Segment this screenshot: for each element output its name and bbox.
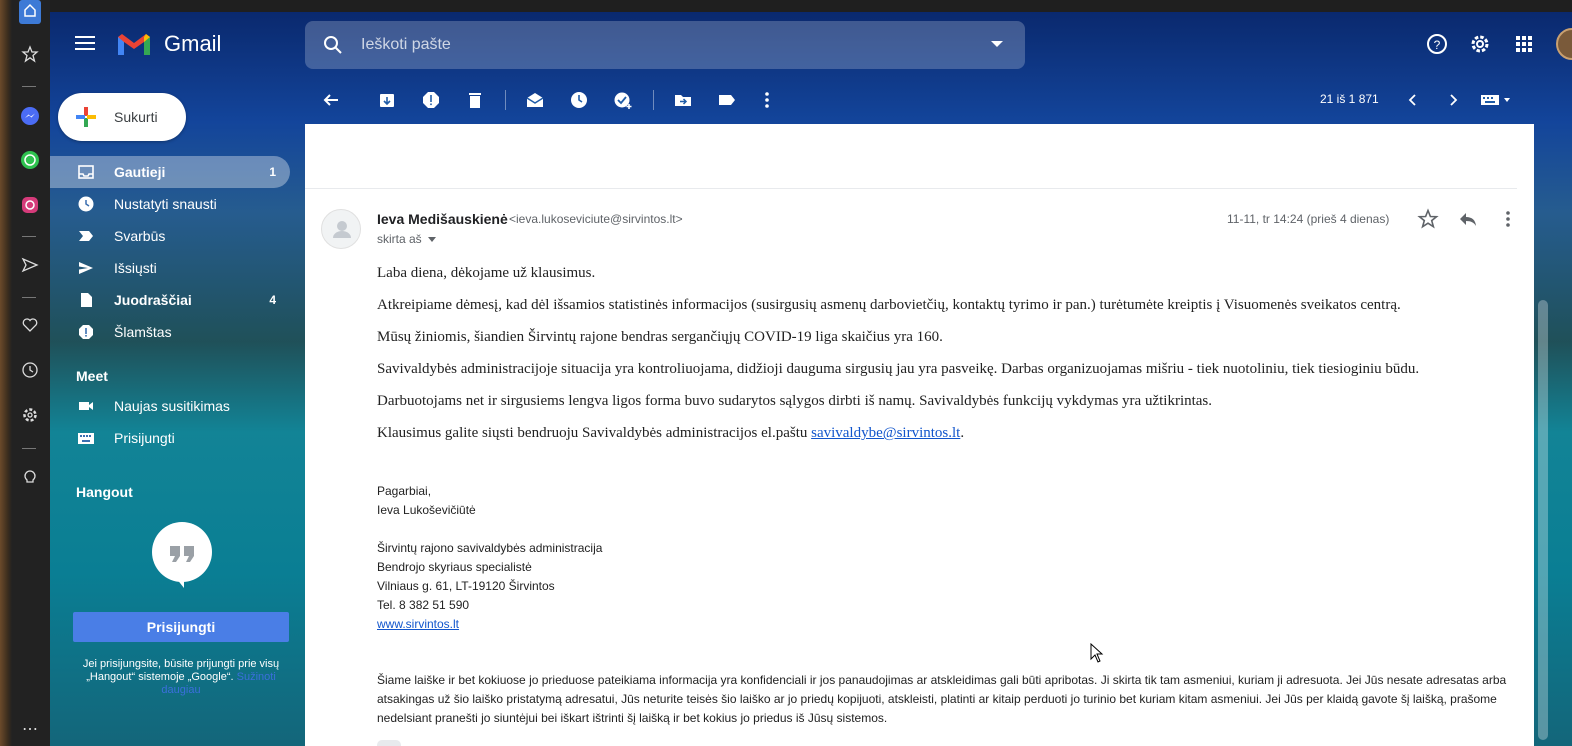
settings-icon[interactable]: [1468, 32, 1492, 56]
nav-item-important[interactable]: [50, 220, 290, 252]
input-tools-keyboard-icon[interactable]: [1480, 90, 1516, 110]
body-paragraph: Mūsų žiniomis, šiandien Širvintų rajone bendras sergančiųjų COVID-19 liga skaičius yra 160.: [377, 329, 943, 345]
older-chevron-right-icon[interactable]: [1443, 90, 1463, 110]
confidentiality-disclaimer: Šiame laiške ir bet kokiuose jo prieduose pateikiama informacija yra konfidenciali ir jos panaudojimas ar atskleidimas gali būti apribotas. Ji skirta tik tam asmeniui, kuriam ji adresuota. Jei Jūs nesate adresatas arba atsakingas už šio laiško pristatymą adresatui, Jūs neturite teisės šio laiško ar jo priedų kopijuoti, atskleisti, platinti ar kitaip perduoti jo turinio bet kuriam kitam asmeniui. Jei Jūs per klaidą gavote šį laišką, prašome nedelsiant pranešti jo siuntėjui bei iškart ištrinti šį laišką ir bet kokius jo priedus iš Jūsų sistemos.: [377, 673, 1507, 725]
nav-item-label: Naujas susitikimas: [114, 398, 230, 414]
heart-icon[interactable]: [18, 316, 42, 340]
draft-icon: [76, 290, 96, 310]
signature-org: Širvintų rajono savivaldybės administracija: [377, 541, 603, 555]
nav-item-label: Nustatyti snausti: [114, 196, 217, 212]
sender-email: <ieva.lukoseviciute@sirvintos.lt>: [509, 212, 683, 226]
message-toolbar: [305, 76, 1535, 124]
nav-item-label: Išsiųsti: [114, 260, 157, 276]
help-icon[interactable]: [1425, 32, 1449, 56]
settings-gear-icon[interactable]: [18, 406, 42, 430]
mark-unread-icon[interactable]: [525, 90, 545, 110]
message-body: [377, 266, 1517, 458]
apps-grid-icon[interactable]: [1512, 32, 1536, 56]
contact-suffix: .: [960, 425, 965, 441]
video-camera-icon: [76, 396, 96, 416]
nav-item-label: Prisijungti: [114, 430, 175, 446]
nav-item-inbox[interactable]: [50, 156, 290, 188]
star-icon[interactable]: [1417, 208, 1439, 230]
hangout-note-text: Jei prisijungsite, būsite prijungti prie visų „Hangout“ sistemoje „Google“.: [82, 658, 280, 683]
nav-item-label: Šlamštas: [114, 324, 172, 340]
archive-icon[interactable]: [377, 90, 397, 110]
meet-section-title: Meet: [76, 368, 108, 384]
drafts-count: 4: [269, 293, 276, 307]
show-trimmed-content-button[interactable]: [377, 740, 401, 746]
history-clock-icon[interactable]: [18, 361, 42, 385]
label-important-icon: [76, 226, 96, 246]
bookmark-star-icon[interactable]: [18, 45, 42, 69]
browser-sidebar: [0, 0, 50, 746]
snooze-clock-icon[interactable]: [569, 90, 589, 110]
scrollbar[interactable]: [1538, 300, 1548, 740]
hangout-section-title: Hangout: [76, 484, 133, 500]
message-date: 11-11, tr 14:24 (prieš 4 dienas): [1227, 212, 1390, 226]
reply-icon[interactable]: [1457, 208, 1479, 230]
instagram-icon[interactable]: [18, 195, 42, 219]
nav-item-label: Juodraščiai: [114, 292, 192, 308]
body-paragraph-contact: [377, 426, 1517, 458]
chevron-down-icon: [428, 237, 436, 242]
label-tag-icon[interactable]: [717, 90, 737, 110]
hangout-note: [70, 658, 292, 697]
mouse-cursor-icon: [1090, 643, 1104, 663]
hangout-learn-more-link[interactable]: Sužinoti daugiau: [161, 671, 276, 696]
gmail-logo[interactable]: [116, 28, 221, 60]
signature-greeting: Pagarbiai,: [377, 484, 432, 498]
messenger-icon[interactable]: [18, 106, 42, 130]
delete-trash-icon[interactable]: [465, 90, 485, 110]
main-menu-button[interactable]: [72, 32, 98, 58]
hangout-bubble-tail: [176, 578, 184, 588]
more-options-icon[interactable]: [1497, 208, 1519, 230]
add-to-tasks-icon[interactable]: [613, 90, 633, 110]
left-navigation: [50, 156, 290, 506]
contact-email-link[interactable]: savivaldybe@sirvintos.lt: [811, 425, 961, 441]
body-paragraph: Atkreipiame dėmesį, kad dėl išsamios statistinės informacijos (susirgusių asmenų darbovietčių, kontaktų tyrimo ir pan.) turėtumėte kreiptis į Visuomenės sveikatos centrą.: [377, 297, 1401, 313]
search-icon[interactable]: [321, 33, 345, 57]
recipient-details-toggle[interactable]: [377, 232, 436, 246]
nav-item-snoozed[interactable]: [50, 188, 290, 220]
message-pane: [305, 124, 1534, 746]
signature-phone: Tel. 8 382 51 590: [377, 598, 470, 612]
toolbar-divider: [653, 90, 654, 110]
search-options-dropdown-icon[interactable]: [991, 41, 1003, 47]
signature-dept: Bendrojo skyriaus specialistė: [377, 560, 532, 574]
pagination-label: 21 iš 1 871: [1320, 92, 1379, 106]
signature-address: Vilniaus g. 61, LT-19120 Širvintos: [377, 579, 555, 593]
signature: [377, 482, 602, 634]
nav-item-sent[interactable]: [50, 252, 290, 284]
hangout-sign-in-button[interactable]: Prisijungti: [73, 612, 289, 642]
signature-name: Ieva Lukoševičiūtė: [377, 503, 476, 517]
body-paragraph: Laba diena, dėkojame už klausimus.: [377, 265, 596, 281]
nav-item-label: Gautieji: [114, 164, 166, 180]
browser-top-strip: [0, 0, 1572, 12]
newer-chevron-left-icon[interactable]: [1403, 90, 1423, 110]
recipient-label: skirta aš: [377, 232, 422, 246]
divider: [305, 188, 1517, 189]
home-icon[interactable]: [19, 0, 41, 24]
nav-item-spam[interactable]: [50, 316, 290, 348]
more-vertical-icon[interactable]: [757, 90, 777, 110]
back-arrow-icon[interactable]: [321, 90, 341, 110]
compose-button[interactable]: [58, 93, 186, 141]
hangout-quote-icon: [152, 522, 212, 582]
body-paragraph: Darbuotojams net ir sirgusiems lengva ligos forma buvo sudarytos sąlygos dirbti iš namų. Savivaldybės funkcijų vykdymas yra užtikrintas.: [377, 393, 1213, 409]
move-to-folder-icon[interactable]: [673, 90, 693, 110]
nav-item-join-meeting[interactable]: [50, 422, 290, 454]
compose-label: Sukurti: [114, 109, 158, 125]
sender-name[interactable]: Ieva Medišauskienė: [377, 211, 508, 227]
nav-item-new-meeting[interactable]: [50, 390, 290, 422]
more-dots-icon[interactable]: ⋯: [22, 721, 38, 738]
body-paragraph: Savivaldybės administracijoje situacija yra kontroliuojama, didžioji dauguma sirgusių jau yra pasveikę. Darbas organizuojamas mišriu - tiek nuotoliniu, tiek tiesioginiu būdu.: [377, 361, 1420, 377]
unread-count: 1: [269, 165, 276, 179]
inbox-icon: [76, 162, 96, 182]
search-bar[interactable]: [305, 21, 1025, 69]
whatsapp-icon[interactable]: [18, 150, 42, 174]
nav-item-label: Svarbūs: [114, 228, 166, 244]
send-icon: [76, 258, 96, 278]
svg-text:?: ?: [1433, 38, 1441, 52]
signature-website-link[interactable]: www.sirvintos.lt: [377, 617, 460, 631]
send-flow-icon[interactable]: [18, 256, 42, 280]
gmail-m-icon: [116, 31, 152, 57]
spam-icon: [76, 322, 96, 342]
clock-icon: [76, 194, 96, 214]
gmail-wordmark: Gmail: [164, 31, 222, 56]
keyboard-icon: [76, 428, 96, 448]
contact-prefix: Klausimus galite siųsti bendruoju Savivaldybės administracijos el.paštu: [377, 425, 812, 441]
lightbulb-icon[interactable]: [18, 468, 42, 492]
nav-item-drafts[interactable]: [50, 284, 290, 316]
account-avatar[interactable]: [1556, 28, 1572, 60]
gmail-header: [50, 12, 1572, 76]
toolbar-divider: [505, 90, 506, 110]
search-input[interactable]: [361, 33, 961, 57]
compose-plus-icon: [74, 105, 98, 129]
report-spam-icon[interactable]: [421, 90, 441, 110]
sender-avatar[interactable]: [321, 209, 361, 249]
